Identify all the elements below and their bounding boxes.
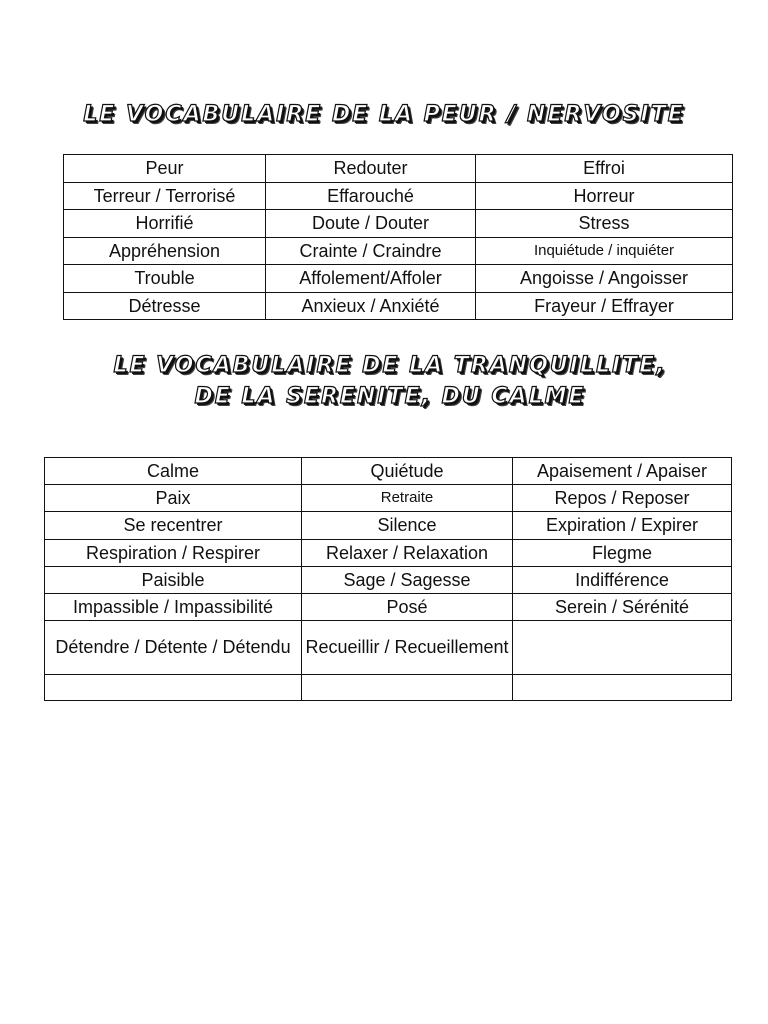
table-row xyxy=(45,566,732,593)
table-row xyxy=(45,458,732,485)
table-cell: Terreur / Terrorisé xyxy=(64,182,266,210)
table-row xyxy=(45,512,732,539)
table-cell: Redouter xyxy=(266,155,476,183)
table-cell: Inquiétude / inquiéter xyxy=(476,237,733,265)
table-cell: Recueillir / Recueillement xyxy=(302,621,513,675)
table-row xyxy=(45,485,732,512)
table-cell: Expiration / Expirer xyxy=(513,512,732,539)
table-cell xyxy=(513,675,732,701)
table-cell: Angoisse / Angoisser xyxy=(476,265,733,293)
calm-vocabulary-title: LE VOCABULAIRE DE LA TRANQUILLITE, DE LA SERENITE, DU CALME xyxy=(113,353,667,409)
table-row xyxy=(64,210,733,238)
table-cell: Silence xyxy=(302,512,513,539)
table-row xyxy=(45,621,732,675)
table-cell: Se recentrer xyxy=(45,512,302,539)
table-cell: Horrifié xyxy=(64,210,266,238)
table-cell: Apaisement / Apaiser xyxy=(513,458,732,485)
table-row xyxy=(45,593,732,620)
table-cell xyxy=(302,675,513,701)
table-cell: Quiétude xyxy=(302,458,513,485)
table-row xyxy=(64,292,733,320)
table-cell: Peur xyxy=(64,155,266,183)
table-cell: Affolement/Affoler xyxy=(266,265,476,293)
table-cell: Posé xyxy=(302,593,513,620)
table-row xyxy=(64,155,733,183)
fear-vocabulary-title: LE VOCABULAIRE DE LA PEUR / NERVOSITE xyxy=(83,102,685,127)
table-cell: Frayeur / Effrayer xyxy=(476,292,733,320)
table-cell: Détendre / Détente / Détendu xyxy=(45,621,302,675)
table-cell: Retraite xyxy=(302,485,513,512)
table-cell: Anxieux / Anxiété xyxy=(266,292,476,320)
table-row xyxy=(45,539,732,566)
table-cell xyxy=(513,621,732,675)
calm-vocabulary-table xyxy=(44,457,732,701)
table-cell: Respiration / Respirer xyxy=(45,539,302,566)
table-cell: Appréhension xyxy=(64,237,266,265)
table-cell: Effroi xyxy=(476,155,733,183)
table-cell: Indifférence xyxy=(513,566,732,593)
table-cell: Repos / Reposer xyxy=(513,485,732,512)
table-cell: Détresse xyxy=(64,292,266,320)
table-cell: Paix xyxy=(45,485,302,512)
table-cell: Horreur xyxy=(476,182,733,210)
table-cell: Crainte / Craindre xyxy=(266,237,476,265)
table-row xyxy=(64,265,733,293)
table-cell: Trouble xyxy=(64,265,266,293)
table-row xyxy=(64,237,733,265)
table-row xyxy=(64,182,733,210)
table-cell: Sage / Sagesse xyxy=(302,566,513,593)
table-cell xyxy=(45,675,302,701)
table-cell: Stress xyxy=(476,210,733,238)
table-row xyxy=(45,675,732,701)
table-cell: Doute / Douter xyxy=(266,210,476,238)
table-cell: Paisible xyxy=(45,566,302,593)
table-cell: Flegme xyxy=(513,539,732,566)
table-cell: Impassible / Impassibilité xyxy=(45,593,302,620)
table-cell: Calme xyxy=(45,458,302,485)
fear-vocabulary-table xyxy=(63,154,733,320)
table-cell: Serein / Sérénité xyxy=(513,593,732,620)
table-cell: Effarouché xyxy=(266,182,476,210)
table-cell: Relaxer / Relaxation xyxy=(302,539,513,566)
